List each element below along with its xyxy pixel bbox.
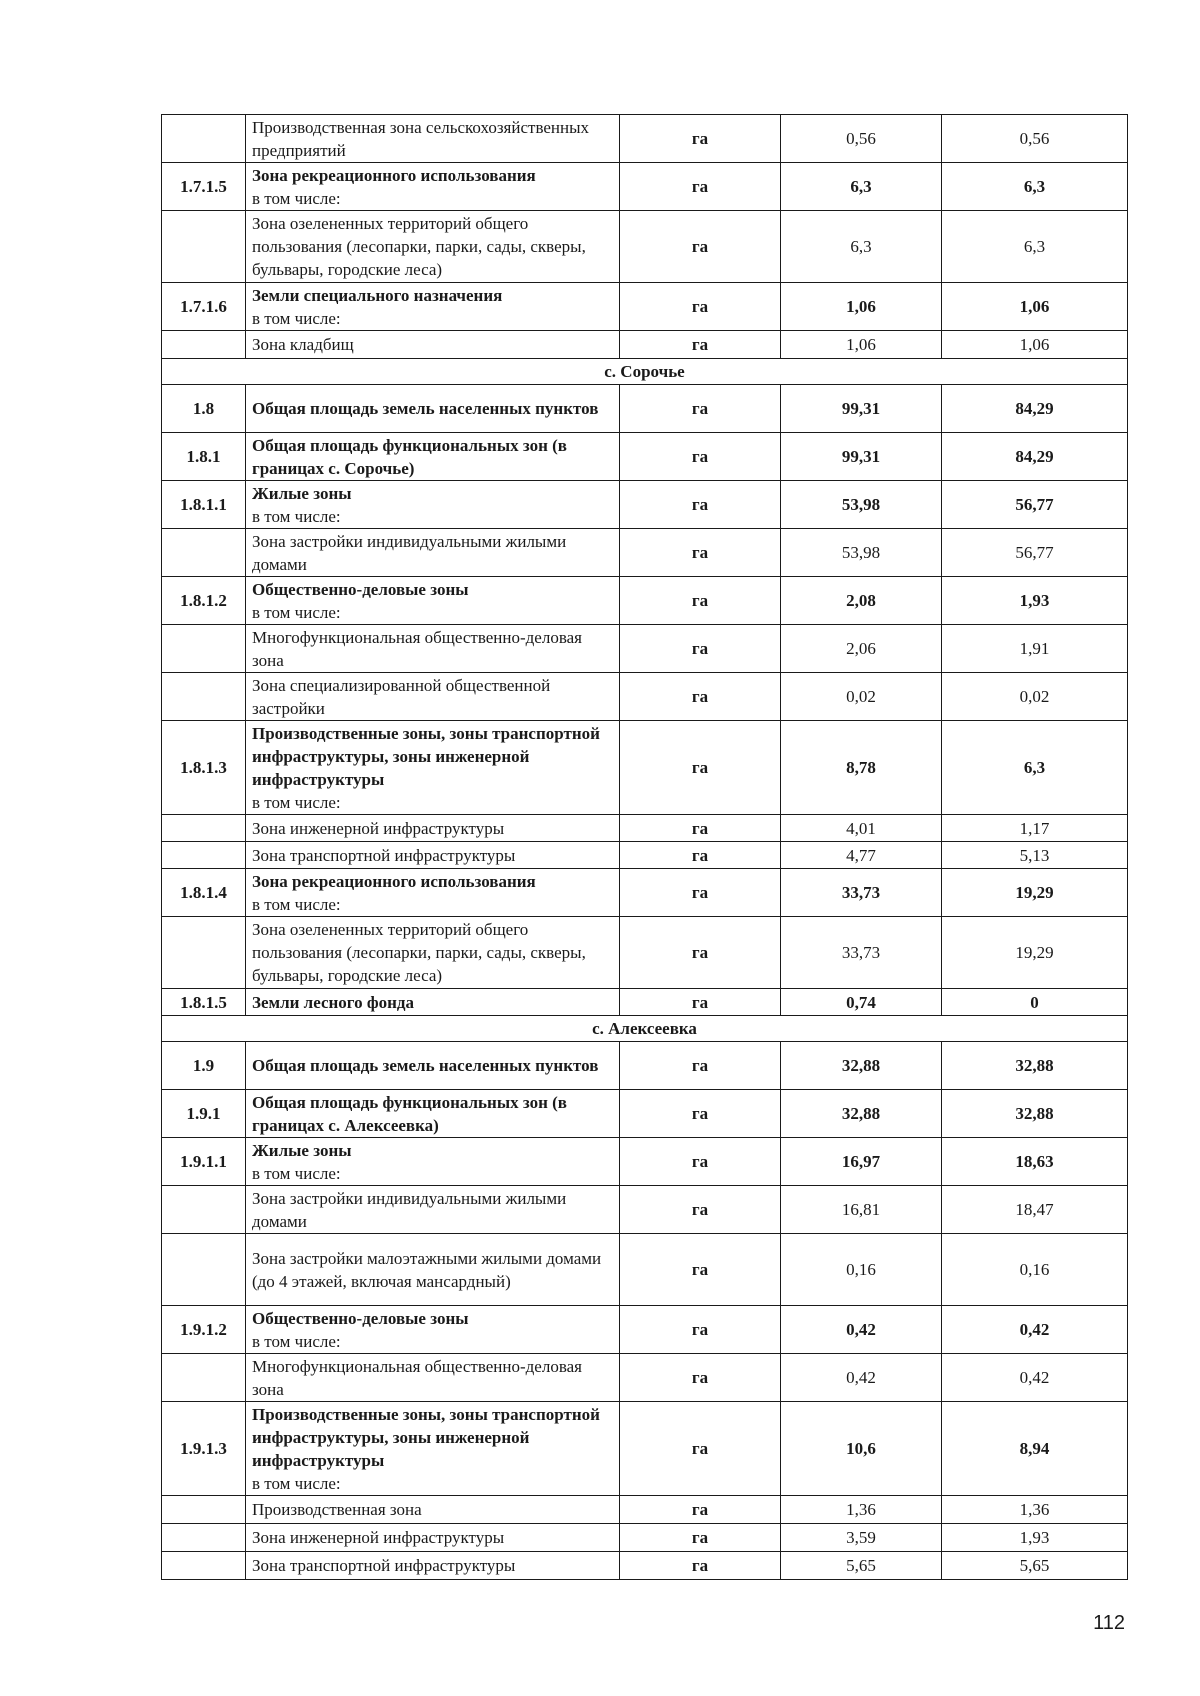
row-name-cell [246, 869, 620, 917]
table-row [162, 625, 1128, 673]
row-value-planned: 32,88 [942, 1042, 1128, 1090]
row-name-cell [246, 577, 620, 625]
row-name: Зона кладбищ [252, 335, 354, 354]
section-title: с. Алексеевка [162, 1016, 1128, 1042]
table-row [162, 211, 1128, 283]
row-code: 1.8.1 [162, 433, 246, 481]
table-row [162, 481, 1128, 529]
row-unit: га [620, 385, 781, 433]
row-code [162, 815, 246, 842]
row-name: Зона застройки индивидуальными жилыми домами [252, 531, 567, 574]
table-row [162, 673, 1128, 721]
row-code: 1.9.1.2 [162, 1306, 246, 1354]
row-name-cell [246, 433, 620, 481]
row-code: 1.9.1.3 [162, 1402, 246, 1496]
row-value-existing: 2,06 [781, 625, 942, 673]
row-value-planned: 19,29 [942, 917, 1128, 989]
row-unit: га [620, 529, 781, 577]
row-value-existing: 0,16 [781, 1234, 942, 1306]
row-code [162, 625, 246, 673]
table-row [162, 1354, 1128, 1402]
row-name: Производственные зоны, зоны транспортной инфраструктуры, зоны инженерной инфраструктуры [252, 1404, 600, 1470]
section-row [162, 1016, 1128, 1042]
row-unit: га [620, 1524, 781, 1552]
row-name-cell [246, 211, 620, 283]
row-value-existing: 2,08 [781, 577, 942, 625]
row-code: 1.8.1.3 [162, 721, 246, 815]
row-name-cell [246, 1354, 620, 1402]
row-unit: га [620, 625, 781, 673]
table-row [162, 1524, 1128, 1552]
row-value-existing: 32,88 [781, 1042, 942, 1090]
row-value-planned: 19,29 [942, 869, 1128, 917]
row-subtitle: в том числе: [252, 506, 341, 526]
row-value-planned: 8,94 [942, 1402, 1128, 1496]
row-unit: га [620, 163, 781, 211]
table-row [162, 1090, 1128, 1138]
section-title: с. Сорочье [162, 359, 1128, 385]
table-row [162, 385, 1128, 433]
row-code [162, 115, 246, 163]
row-code: 1.8.1.4 [162, 869, 246, 917]
row-name-cell [246, 917, 620, 989]
row-value-planned: 5,13 [942, 842, 1128, 869]
land-use-table-body [162, 115, 1128, 1580]
row-value-planned: 0,42 [942, 1306, 1128, 1354]
row-unit: га [620, 211, 781, 283]
row-name: Зона озелененных территорий общего пользования (лесопарки, парки, сады, скверы, бульвары, городские леса) [252, 920, 586, 985]
row-value-existing: 99,31 [781, 385, 942, 433]
table-row [162, 163, 1128, 211]
row-name: Жилые зоны [252, 1140, 352, 1160]
table-row [162, 1186, 1128, 1234]
row-name: Общая площадь функциональных зон (в границах с. Алексеевка) [252, 1092, 567, 1135]
row-name: Земли специального назначения [252, 285, 503, 305]
row-unit: га [620, 1090, 781, 1138]
row-value-planned: 84,29 [942, 433, 1128, 481]
row-unit: га [620, 115, 781, 163]
row-value-planned: 1,17 [942, 815, 1128, 842]
row-name-cell [246, 385, 620, 433]
row-unit: га [620, 283, 781, 331]
row-name-cell [246, 1090, 620, 1138]
row-name-cell [246, 1138, 620, 1186]
row-name: Зона транспортной инфраструктуры [252, 845, 516, 865]
row-unit: га [620, 1234, 781, 1306]
row-subtitle: в том числе: [252, 1473, 341, 1493]
row-value-existing: 0,74 [781, 989, 942, 1016]
row-name: Зона застройки индивидуальными жилыми домами [252, 1188, 567, 1231]
row-name: Общественно-деловые зоны [252, 579, 469, 599]
row-name-cell [246, 283, 620, 331]
row-value-planned: 1,93 [942, 577, 1128, 625]
row-name-cell [246, 1496, 620, 1524]
row-code: 1.9.1.1 [162, 1138, 246, 1186]
row-name: Многофункциональная общественно-деловая зона [252, 1356, 583, 1399]
row-name-cell [246, 1524, 620, 1552]
table-row [162, 1042, 1128, 1090]
row-code [162, 331, 246, 359]
row-code [162, 1234, 246, 1306]
row-subtitle: в том числе: [252, 894, 341, 914]
row-name: Общественно-деловые зоны [252, 1308, 469, 1328]
row-unit: га [620, 673, 781, 721]
row-value-planned: 18,47 [942, 1186, 1128, 1234]
row-subtitle: в том числе: [252, 792, 341, 812]
table-row [162, 815, 1128, 842]
row-name-cell [246, 1402, 620, 1496]
row-value-existing: 0,56 [781, 115, 942, 163]
table-row [162, 283, 1128, 331]
row-value-planned: 6,3 [942, 211, 1128, 283]
row-name-cell [246, 115, 620, 163]
row-code [162, 1524, 246, 1552]
row-code [162, 1354, 246, 1402]
row-name: Зона инженерной инфраструктуры [252, 1528, 505, 1547]
row-unit: га [620, 721, 781, 815]
row-code: 1.8.1.1 [162, 481, 246, 529]
row-name: Зона застройки малоэтажными жилыми домами (до 4 этажей, включая мансардный) [252, 1248, 602, 1291]
row-code [162, 1552, 246, 1580]
row-value-planned: 0,16 [942, 1234, 1128, 1306]
table-row [162, 331, 1128, 359]
row-unit: га [620, 1496, 781, 1524]
row-value-existing: 3,59 [781, 1524, 942, 1552]
row-value-existing: 1,06 [781, 283, 942, 331]
row-value-existing: 4,77 [781, 842, 942, 869]
row-name: Производственные зоны, зоны транспортной инфраструктуры, зоны инженерной инфраструктуры [252, 723, 600, 789]
table-row [162, 1496, 1128, 1524]
row-name: Жилые зоны [252, 483, 352, 503]
row-unit: га [620, 577, 781, 625]
row-value-existing: 0,42 [781, 1354, 942, 1402]
row-name-cell [246, 673, 620, 721]
row-value-existing: 0,42 [781, 1306, 942, 1354]
row-name-cell [246, 842, 620, 869]
row-name-cell [246, 989, 620, 1016]
row-value-planned: 0,02 [942, 673, 1128, 721]
row-code [162, 211, 246, 283]
row-unit: га [620, 842, 781, 869]
row-unit: га [620, 1138, 781, 1186]
table-row [162, 917, 1128, 989]
row-value-existing: 33,73 [781, 869, 942, 917]
row-value-planned: 5,65 [942, 1552, 1128, 1580]
row-subtitle: в том числе: [252, 1163, 341, 1183]
row-code: 1.9 [162, 1042, 246, 1090]
row-unit: га [620, 1042, 781, 1090]
row-code: 1.8 [162, 385, 246, 433]
row-name-cell [246, 1234, 620, 1306]
row-name-cell [246, 815, 620, 842]
row-code [162, 1186, 246, 1234]
section-row [162, 359, 1128, 385]
row-code [162, 842, 246, 869]
table-row [162, 869, 1128, 917]
row-value-existing: 16,81 [781, 1186, 942, 1234]
row-name-cell [246, 529, 620, 577]
row-name: Зона инженерной инфраструктуры [252, 818, 505, 838]
row-value-planned: 1,91 [942, 625, 1128, 673]
table-row [162, 721, 1128, 815]
row-code [162, 673, 246, 721]
row-value-planned: 0,56 [942, 115, 1128, 163]
table-row [162, 433, 1128, 481]
table-row [162, 1138, 1128, 1186]
row-value-existing: 99,31 [781, 433, 942, 481]
row-code: 1.7.1.6 [162, 283, 246, 331]
row-name: Многофункциональная общественно-деловая зона [252, 627, 583, 670]
table-row [162, 577, 1128, 625]
row-value-planned: 6,3 [942, 163, 1128, 211]
row-value-existing: 33,73 [781, 917, 942, 989]
row-subtitle: в том числе: [252, 308, 341, 328]
row-unit: га [620, 481, 781, 529]
row-value-planned: 0,42 [942, 1354, 1128, 1402]
row-value-existing: 5,65 [781, 1552, 942, 1580]
row-unit: га [620, 433, 781, 481]
row-unit: га [620, 1306, 781, 1354]
row-name: Производственная зона [252, 1500, 422, 1519]
row-unit: га [620, 1552, 781, 1580]
row-value-planned: 1,06 [942, 331, 1128, 359]
page-number: 112 [1093, 1612, 1125, 1634]
table-row [162, 1306, 1128, 1354]
row-name: Зона специализированной общественной застройки [252, 675, 551, 718]
row-name-cell [246, 721, 620, 815]
land-use-table [161, 114, 1128, 1580]
row-unit: га [620, 917, 781, 989]
row-unit: га [620, 1186, 781, 1234]
row-unit: га [620, 331, 781, 359]
row-value-existing: 6,3 [781, 163, 942, 211]
row-value-planned: 1,06 [942, 283, 1128, 331]
row-value-existing: 53,98 [781, 481, 942, 529]
row-value-planned: 18,63 [942, 1138, 1128, 1186]
table-row [162, 1552, 1128, 1580]
row-name-cell [246, 625, 620, 673]
row-code: 1.9.1 [162, 1090, 246, 1138]
row-name-cell [246, 1042, 620, 1090]
row-name-cell [246, 163, 620, 211]
table-row [162, 1234, 1128, 1306]
row-name-cell [246, 1306, 620, 1354]
row-value-planned: 0 [942, 989, 1128, 1016]
row-name-cell [246, 1552, 620, 1580]
row-value-planned: 6,3 [942, 721, 1128, 815]
row-value-existing: 0,02 [781, 673, 942, 721]
table-row [162, 115, 1128, 163]
row-value-planned: 56,77 [942, 529, 1128, 577]
row-value-planned: 1,93 [942, 1524, 1128, 1552]
row-name: Общая площадь земель населенных пунктов [252, 399, 599, 418]
row-code [162, 529, 246, 577]
row-value-existing: 16,97 [781, 1138, 942, 1186]
row-name: Зона рекреационного использования [252, 871, 536, 891]
row-value-existing: 8,78 [781, 721, 942, 815]
row-name: Производственная зона сельскохозяйственных предприятий [252, 117, 590, 160]
row-name-cell [246, 481, 620, 529]
row-unit: га [620, 1354, 781, 1402]
row-value-planned: 32,88 [942, 1090, 1128, 1138]
row-subtitle: в том числе: [252, 188, 341, 208]
row-name: Зона транспортной инфраструктуры [252, 1556, 516, 1575]
row-value-existing: 4,01 [781, 815, 942, 842]
row-code [162, 1496, 246, 1524]
row-value-existing: 32,88 [781, 1090, 942, 1138]
row-unit: га [620, 815, 781, 842]
row-value-existing: 6,3 [781, 211, 942, 283]
table-row [162, 842, 1128, 869]
row-code: 1.7.1.5 [162, 163, 246, 211]
row-name-cell [246, 331, 620, 359]
row-value-existing: 1,36 [781, 1496, 942, 1524]
row-value-planned: 1,36 [942, 1496, 1128, 1524]
row-subtitle: в том числе: [252, 602, 341, 622]
row-value-planned: 56,77 [942, 481, 1128, 529]
row-value-existing: 10,6 [781, 1402, 942, 1496]
row-name: Зона озелененных территорий общего пользования (лесопарки, парки, сады, скверы, бульвары, городские леса) [252, 214, 586, 279]
row-name: Земли лесного фонда [252, 992, 415, 1012]
row-code: 1.8.1.2 [162, 577, 246, 625]
row-subtitle: в том числе: [252, 1331, 341, 1351]
row-code: 1.8.1.5 [162, 989, 246, 1016]
table-row [162, 989, 1128, 1016]
row-name: Зона рекреационного использования [252, 165, 536, 185]
row-value-existing: 53,98 [781, 529, 942, 577]
row-name: Общая площадь функциональных зон (в границах с. Сорочье) [252, 435, 567, 478]
row-name: Общая площадь земель населенных пунктов [252, 1056, 599, 1075]
table-row [162, 529, 1128, 577]
row-value-planned: 84,29 [942, 385, 1128, 433]
row-name-cell [246, 1186, 620, 1234]
row-value-existing: 1,06 [781, 331, 942, 359]
row-unit: га [620, 1402, 781, 1496]
row-code [162, 917, 246, 989]
row-unit: га [620, 869, 781, 917]
row-unit: га [620, 989, 781, 1016]
table-row [162, 1402, 1128, 1496]
